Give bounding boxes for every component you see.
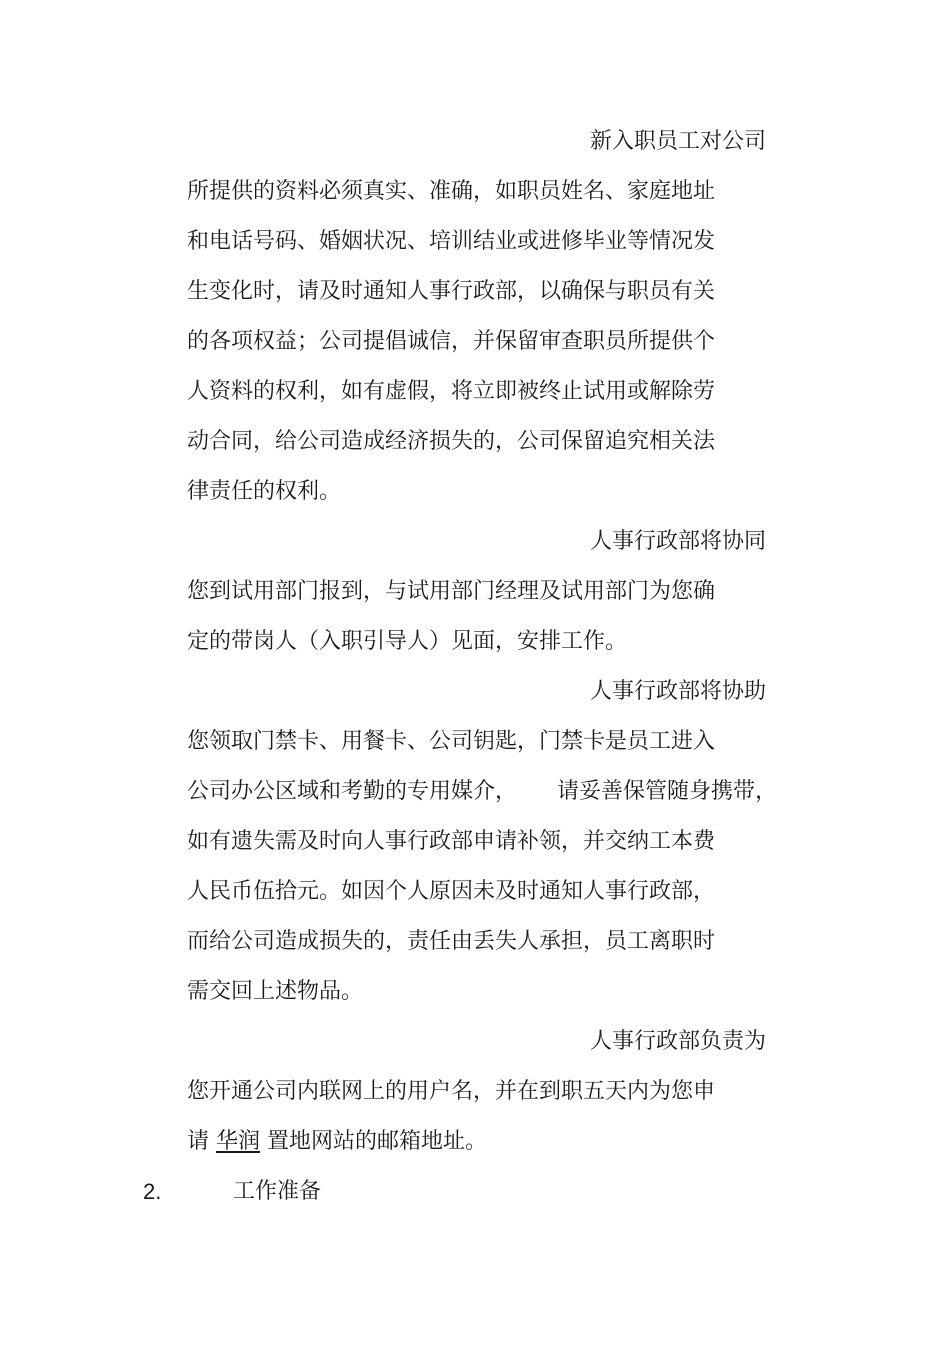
section1-line: 动合同，给公司造成经济损失的，公司保留追究相关法 [187,429,716,454]
section1-line: 生变化时，请及时通知人事行政部，以确保与职员有关 [187,279,716,304]
section1-line: 人资料的权利，如有虚假，将立即被终止试用或解除劳 [187,379,716,404]
section3-line: 如有遗失需及时向人事行政部申请补领，并交纳工本费 [187,829,716,854]
item-heading: 工作准备 [233,1179,322,1204]
section3-line: 需交回上述物品。 [187,979,364,1004]
section1-line: 和电话号码、婚姻状况、培训结业或进修毕业等情况发 [187,229,716,254]
section1-line: 所提供的资料必须真实、准确，如职员姓名、家庭地址 [187,179,716,204]
section3-line [187,779,777,805]
section3-line: 人民币伍拾元。如因个人原因未及时通知人事行政部， [187,879,716,904]
item-number: 2. [143,1179,162,1204]
section4-line2-pre: 请 [187,1129,216,1154]
section3-line: 您领取门禁卡、用餐卡、公司钥匙，门禁卡是员工进入 [187,729,716,754]
section4-line2-post: 置地网站的邮箱地址。 [260,1129,488,1154]
section1-line: 律责任的权利。 [187,479,342,504]
section3-line2-part2: 请妥善保管随身携带， [557,779,778,804]
section1-lead: 新入职员工对公司 [590,129,767,154]
section3-lead: 人事行政部将协助 [590,679,767,704]
section1-line: 的各项权益；公司提倡诚信，并保留审查职员所提供个 [187,329,716,354]
section3-line2-part1: 公司办公区域和考勤的专用媒介， [187,779,518,804]
section2-line: 您到试用部门报到，与试用部门经理及试用部门为您确 [187,579,716,604]
section4-lead: 人事行政部负责为 [590,1029,767,1054]
section4-line: 您开通公司内联网上的用户名，并在到职五天内为您申 [187,1079,716,1104]
section3-line: 而给公司造成损失的，责任由丢失人承担，员工离职时 [187,929,716,954]
company-name-underlined: 华润 [216,1129,261,1154]
section2-line: 定的带岗人（入职引导人）见面，安排工作。 [187,629,628,654]
section2-lead: 人事行政部将协同 [590,529,767,554]
section4-line [187,1129,487,1155]
